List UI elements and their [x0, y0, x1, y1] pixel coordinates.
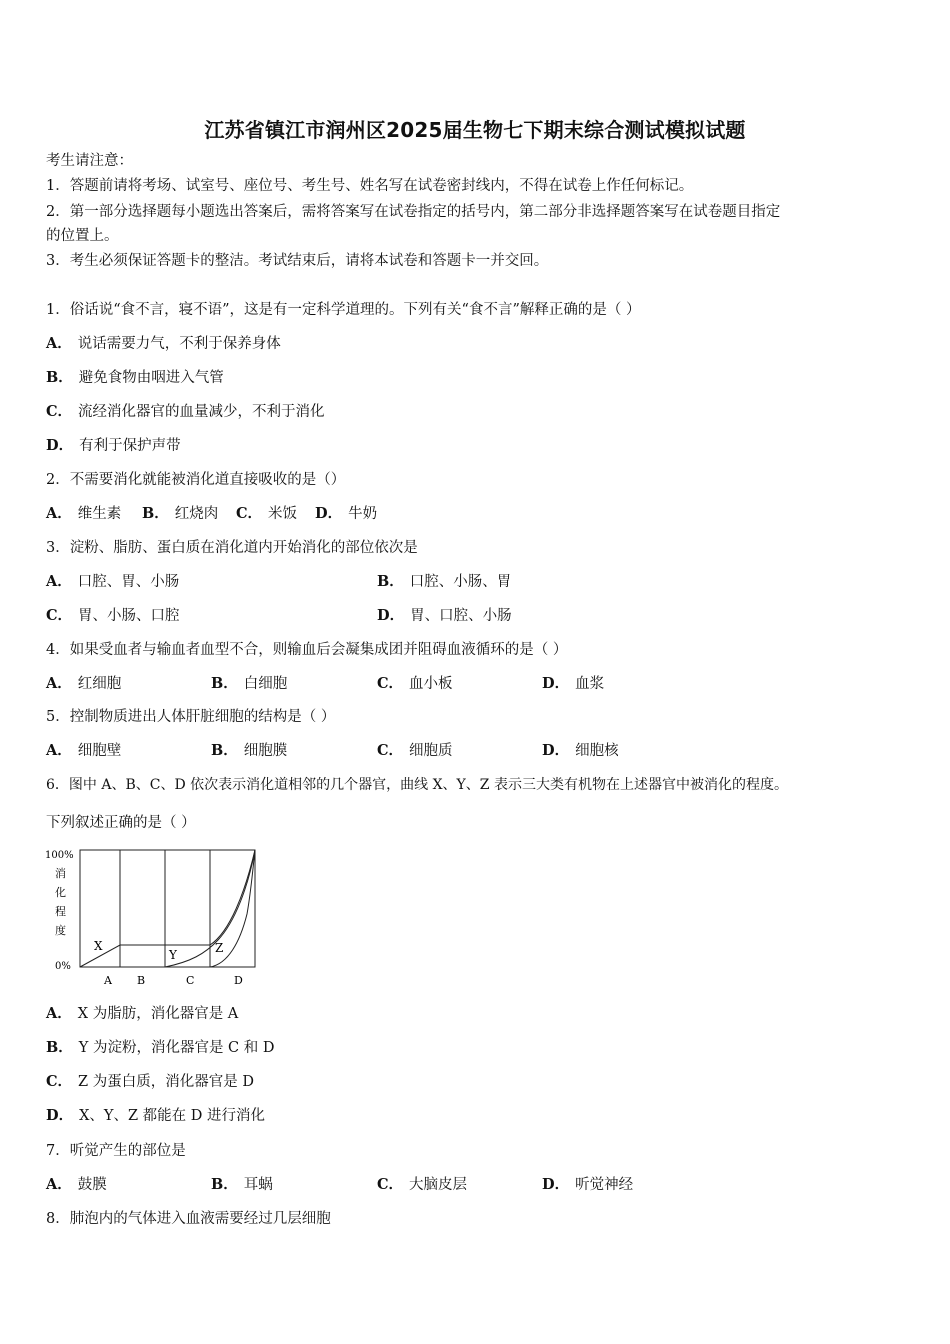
question-3-option-b[interactable] — [377, 572, 511, 592]
question-3-option-c[interactable] — [46, 606, 180, 626]
option-text: 口腔、小肠、胃 — [409, 574, 512, 590]
question-2-option-c[interactable] — [236, 504, 297, 524]
option-label: B． — [46, 369, 73, 386]
option-text: X 为脂肪，消化器官是 A — [77, 1006, 239, 1022]
question-7-stem: 7．听觉产生的部位是 — [46, 1143, 186, 1159]
question-7-option-c[interactable] — [377, 1175, 467, 1195]
option-text: 耳蜗 — [243, 1177, 273, 1193]
question-7-option-d[interactable] — [542, 1175, 633, 1195]
option-label: C． — [46, 403, 73, 420]
option-label: C． — [377, 742, 404, 759]
option-label: D． — [542, 742, 570, 759]
option-label: B． — [377, 573, 404, 590]
option-label: C． — [46, 1073, 73, 1090]
option-text: 维生素 — [77, 506, 122, 522]
option-label: D． — [46, 1107, 74, 1124]
question-4-option-a[interactable] — [46, 674, 121, 694]
option-label: C． — [236, 505, 263, 522]
question-5-option-a[interactable] — [46, 741, 121, 761]
x-label-c: C — [186, 974, 195, 987]
question-6-stem: 6．图中 A、B、C、D 依次表示消化道相邻的几个器官，曲线 X、Y、Z 表示三大类有机物在上述器官中被消化的程度。 — [46, 777, 788, 793]
question-1-stem: 1．俗话说“食不言，寝不语”，这是有一定科学道理的。下列有关“食不言”解释正确的是（ ） — [46, 302, 641, 318]
option-text: Y 为淀粉，消化器官是 C 和 D — [78, 1040, 275, 1056]
option-label: B． — [211, 742, 238, 759]
option-text: 红烧肉 — [174, 506, 219, 522]
curve-label-x: X — [94, 939, 103, 953]
notice-heading: 考生请注意： — [46, 153, 133, 169]
option-label: C． — [377, 1176, 404, 1193]
question-1-option-c[interactable] — [46, 402, 325, 422]
option-label: B． — [211, 675, 238, 692]
option-text: 大脑皮层 — [409, 1177, 468, 1193]
option-text: 细胞膜 — [243, 743, 288, 759]
option-text: 有利于保护声带 — [79, 438, 181, 454]
digestion-chart — [40, 842, 270, 992]
question-5-option-d[interactable] — [542, 741, 619, 761]
option-label: A． — [46, 1176, 72, 1193]
question-5-stem: 5．控制物质进出人体肝脏细胞的结构是（ ） — [46, 709, 336, 725]
question-6-option-d[interactable] — [46, 1106, 265, 1126]
y-label-char: 度 — [55, 924, 66, 937]
curve-label-y: Y — [169, 948, 177, 962]
chart-frame — [80, 850, 255, 967]
option-label: D． — [46, 437, 74, 454]
option-text: 避免食物由咽进入气管 — [78, 370, 224, 386]
option-text: 米饭 — [268, 506, 298, 522]
option-label: D． — [542, 675, 570, 692]
y-tick-top: 100% — [45, 850, 74, 861]
option-text: 说话需要力气，不利于保养身体 — [77, 336, 281, 352]
option-text: 细胞壁 — [77, 743, 122, 759]
option-text: 胃、小肠、口腔 — [78, 608, 180, 624]
notice-item-3: 3．考生必须保证答题卡的整洁。考试结束后，请将本试卷和答题卡一并交回。 — [46, 253, 549, 269]
question-1-option-b[interactable] — [46, 368, 224, 388]
y-label-char: 程 — [55, 905, 66, 918]
x-label-d: D — [234, 974, 243, 987]
question-4-option-b[interactable] — [211, 674, 287, 694]
option-text: 胃、口腔、小肠 — [410, 608, 512, 624]
curve-x — [80, 850, 255, 967]
question-6-option-a[interactable] — [46, 1004, 238, 1024]
question-5-option-b[interactable] — [211, 741, 287, 761]
option-label: B． — [211, 1176, 238, 1193]
option-text: 流经消化器官的血量减少，不利于消化 — [78, 404, 325, 420]
option-label: C． — [46, 607, 73, 624]
notice-item-2: 2．第一部分选择题每小题选出答案后，需将答案写在试卷指定的括号内，第二部分非选择题答案写在试卷题目指定 — [46, 204, 781, 220]
question-4-option-c[interactable] — [377, 674, 453, 694]
option-label: A． — [46, 742, 72, 759]
question-1-option-d[interactable] — [46, 436, 181, 456]
option-label: B． — [142, 505, 169, 522]
option-text: 鼓膜 — [77, 1177, 107, 1193]
question-3-option-d[interactable] — [377, 606, 512, 626]
option-label: A． — [46, 1005, 72, 1022]
question-8-stem: 8．肺泡内的气体进入血液需要经过几层细胞 — [46, 1211, 331, 1227]
question-4-option-d[interactable] — [542, 674, 604, 694]
question-3-option-a[interactable] — [46, 572, 179, 592]
question-2-option-a[interactable] — [46, 504, 121, 524]
option-text: 血小板 — [409, 676, 453, 692]
option-label: A． — [46, 675, 72, 692]
y-label-char: 消 — [55, 867, 66, 880]
question-4-stem: 4．如果受血者与输血者血型不合，则输血后会凝集成团并阻碍血液循环的是（ ） — [46, 642, 568, 658]
option-label: B． — [46, 1039, 73, 1056]
question-1-option-a[interactable] — [46, 334, 281, 354]
option-text: 血浆 — [575, 676, 605, 692]
option-text: Z 为蛋白质，消化器官是 D — [78, 1074, 254, 1090]
option-label: D． — [542, 1176, 570, 1193]
option-label: D． — [315, 505, 343, 522]
notice-item-2-cont: 的位置上。 — [46, 228, 119, 244]
option-text: 细胞核 — [575, 743, 619, 759]
option-label: C． — [377, 675, 404, 692]
y-tick-bottom: 0% — [55, 961, 71, 972]
option-label: D． — [377, 607, 405, 624]
option-text: 口腔、胃、小肠 — [77, 574, 180, 590]
option-text: X、Y、Z 都能在 D 进行消化 — [79, 1108, 266, 1124]
option-text: 白细胞 — [243, 676, 288, 692]
option-text: 听觉神经 — [575, 1177, 634, 1193]
option-label: A． — [46, 573, 72, 590]
question-5-option-c[interactable] — [377, 741, 453, 761]
option-label: A． — [46, 505, 72, 522]
option-text: 红细胞 — [77, 676, 122, 692]
x-label-b: B — [137, 974, 146, 987]
question-7-option-b[interactable] — [211, 1175, 273, 1195]
x-label-a: A — [104, 974, 112, 987]
option-text: 细胞质 — [409, 743, 453, 759]
question-2-stem: 2．不需要消化就能被消化道直接吸收的是（） — [46, 472, 346, 488]
question-2-option-b[interactable] — [142, 504, 218, 524]
option-label: A． — [46, 335, 72, 352]
curve-label-z: Z — [215, 941, 224, 955]
notice-item-1: 1．答题前请将考场、试室号、座位号、考生号、姓名写在试卷密封线内，不得在试卷上作任何标记。 — [46, 178, 694, 194]
question-2-option-d[interactable] — [315, 504, 377, 524]
option-text: 牛奶 — [348, 506, 378, 522]
question-6-option-b[interactable] — [46, 1038, 275, 1058]
question-6-stem-cont: 下列叙述正确的是（ ） — [46, 815, 196, 831]
question-7-option-a[interactable] — [46, 1175, 107, 1195]
y-label-char: 化 — [55, 886, 66, 899]
question-3-stem: 3．淀粉、脂肪、蛋白质在消化道内开始消化的部位依次是 — [46, 540, 418, 556]
question-6-option-c[interactable] — [46, 1072, 254, 1092]
page-title: 江苏省镇江市润州区2025届生物七下期末综合测试模拟试题 — [204, 118, 746, 142]
